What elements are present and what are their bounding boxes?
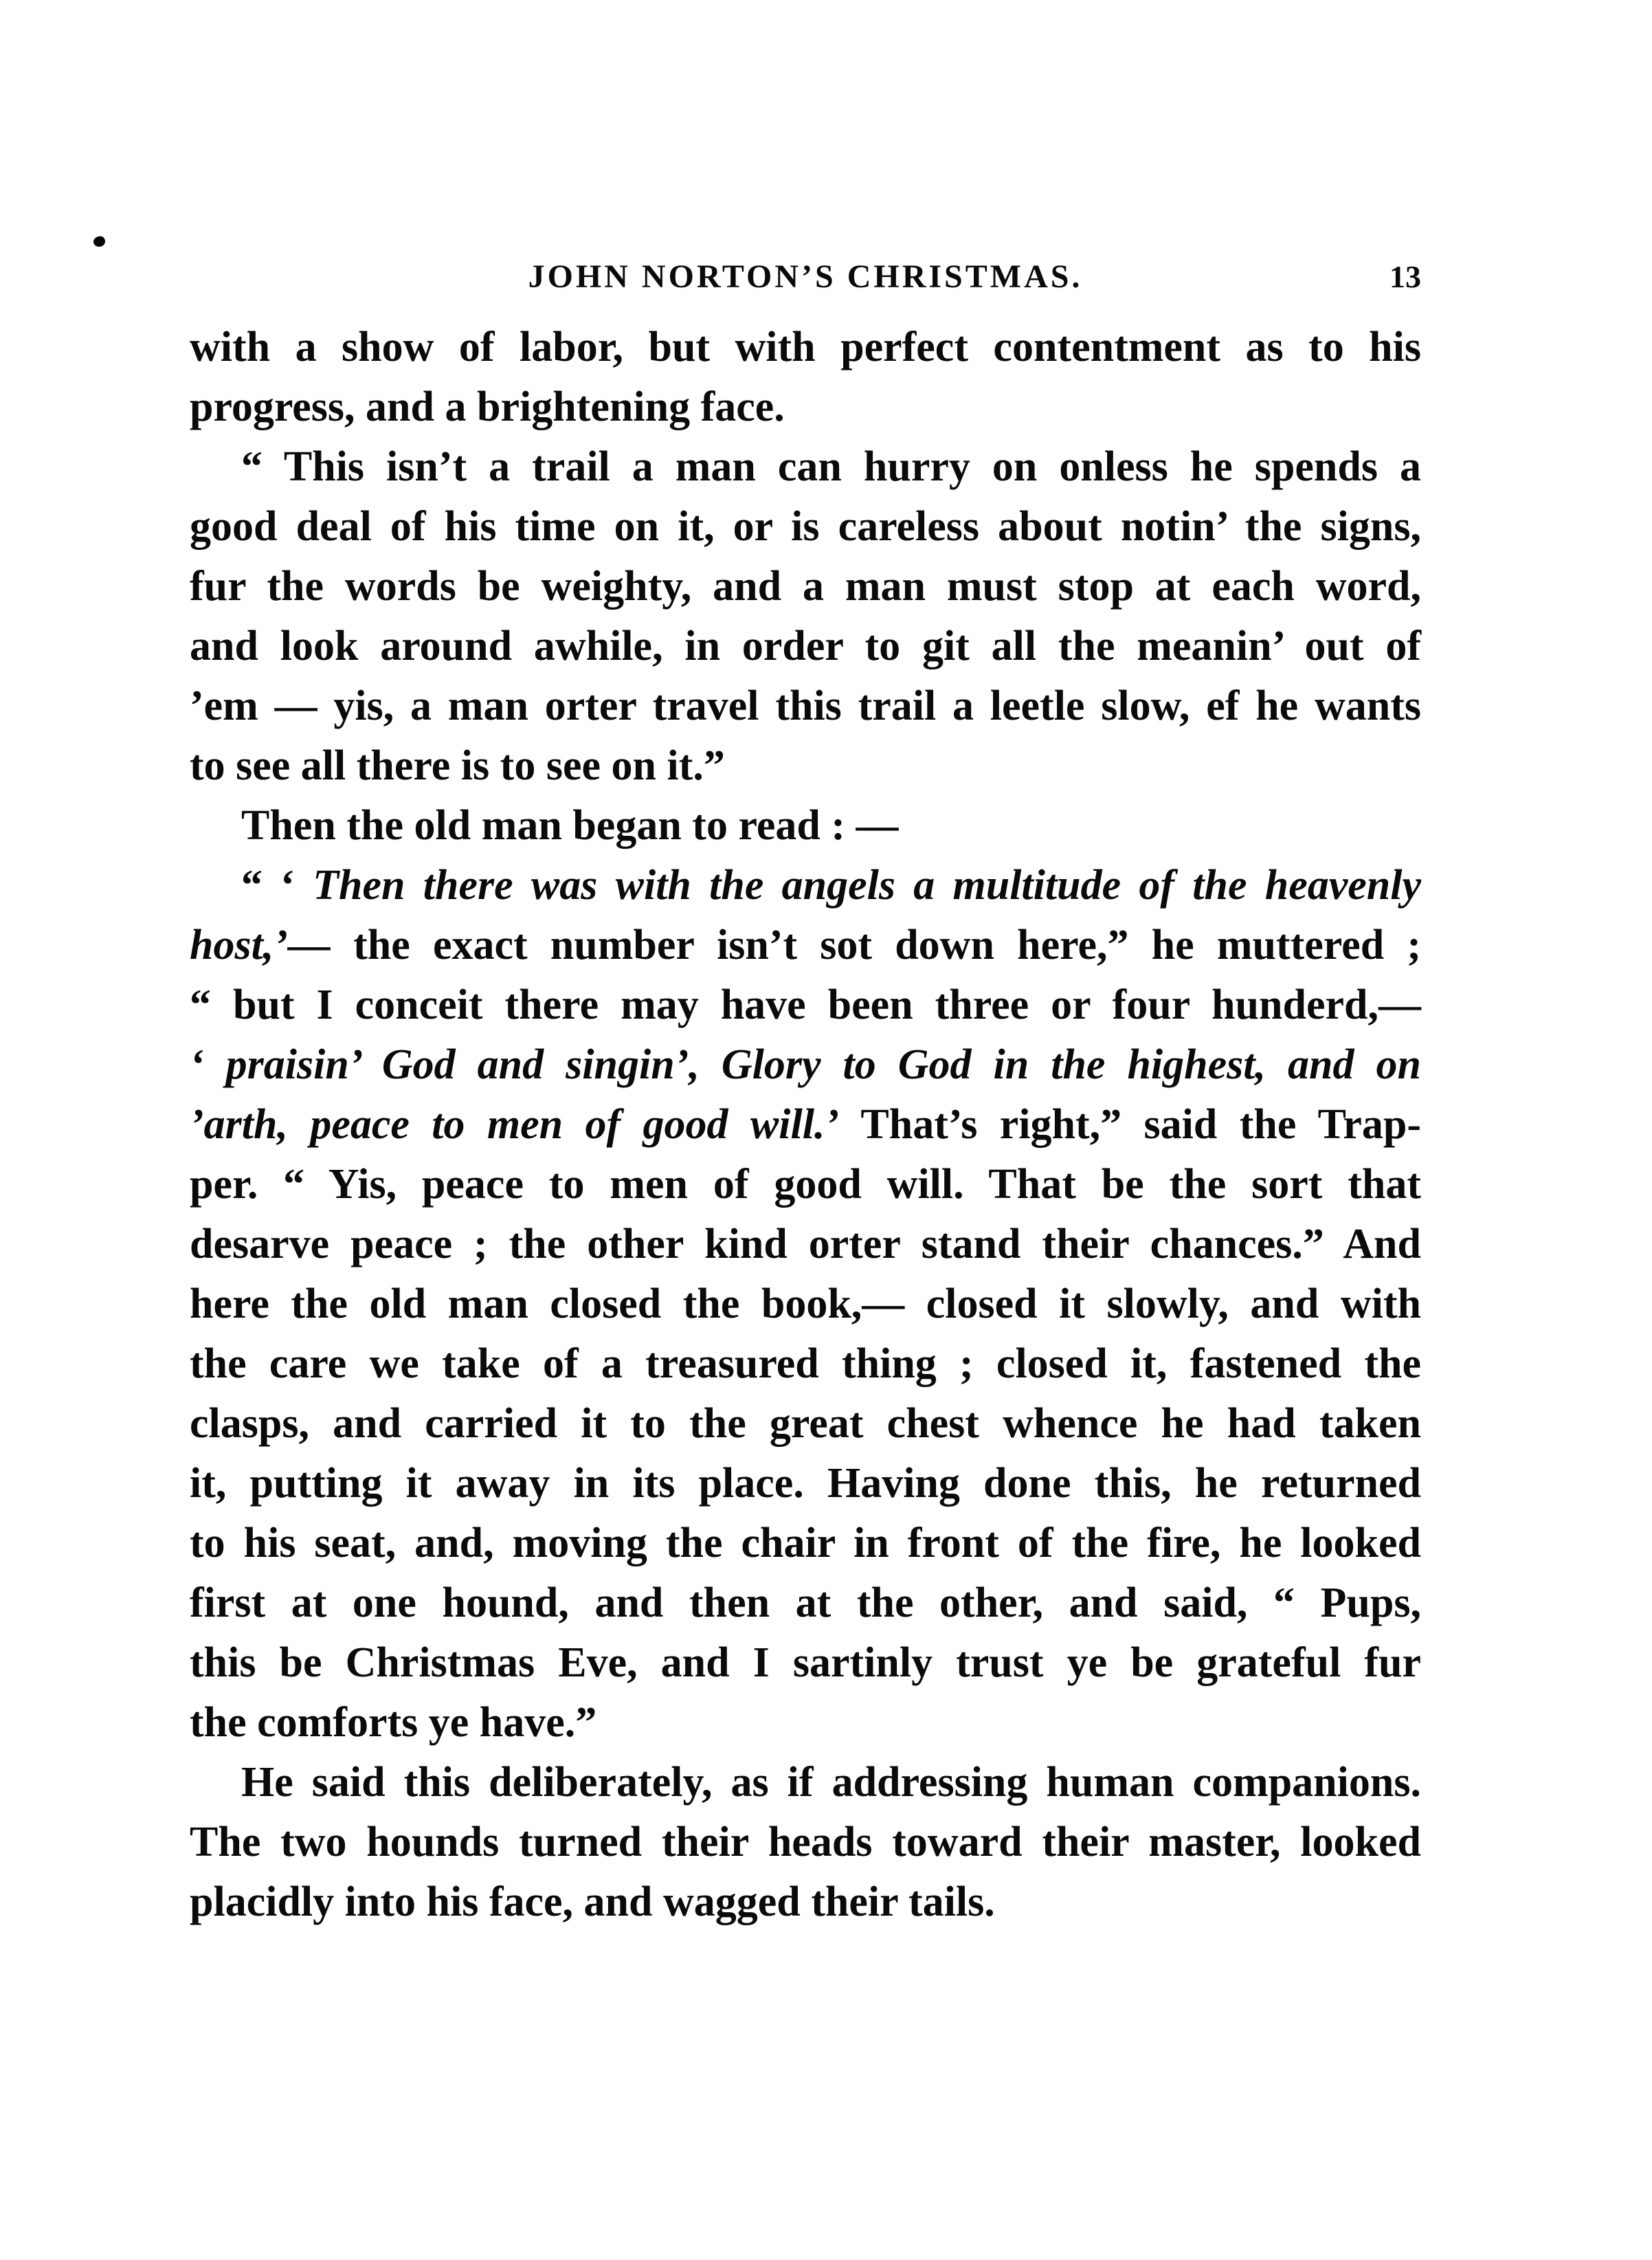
text-line <box>190 1693 1421 1753</box>
text-line <box>190 1753 1421 1813</box>
page-header <box>190 253 1421 301</box>
text-segment: “ ‘ <box>241 862 313 909</box>
page-body <box>190 318 1421 1932</box>
text-segment: “ This isn’t a trail a man can hurry on onless he spends a <box>241 443 1421 490</box>
text-line <box>190 318 1421 377</box>
text-line <box>190 617 1421 676</box>
text-line <box>190 437 1421 497</box>
text-line <box>190 497 1421 557</box>
text-line <box>190 1215 1421 1274</box>
text-line <box>190 796 1421 856</box>
text-line <box>190 1035 1421 1095</box>
text-segment: the exact number isn’t sot down here,” he muttered ; <box>330 922 1421 968</box>
text-segment: clasps, and carried it to the great chest whence he had taken <box>190 1400 1421 1447</box>
text-line <box>190 1155 1421 1215</box>
text-segment: placidly into his face, and wagged their tails. <box>190 1879 995 1925</box>
page-number: 13 <box>1389 259 1421 294</box>
ink-spot <box>92 235 107 249</box>
text-line <box>190 1813 1421 1872</box>
text-segment: He said this deliberately, as if addressing human companions. <box>241 1759 1421 1806</box>
text-line <box>190 557 1421 617</box>
text-line <box>190 1454 1421 1514</box>
text-line <box>190 856 1421 916</box>
italic-text-segment: ’arth, peace to men of good will.’ <box>190 1101 840 1148</box>
text-line <box>190 1573 1421 1633</box>
text-segment: and look around awhile, in order to git all the meanin’ out of <box>190 623 1421 669</box>
text-segment: good deal of his time on it, or is careless about notin’ the signs, <box>190 503 1421 550</box>
text-segment: with a show of labor, but with perfect contentment as to his <box>190 324 1421 370</box>
text-line <box>190 1274 1421 1334</box>
text-segment: the comforts ye have.” <box>190 1699 597 1746</box>
text-segment: That’s right,” said the Trap- <box>839 1101 1422 1148</box>
text-segment: to his seat, and, moving the chair in front of the fire, he looked <box>190 1520 1421 1566</box>
text-segment: Then the old man began to read : — <box>241 802 899 849</box>
text-segment: desarve peace ; the other kind orter stand their chances.” And <box>190 1221 1421 1267</box>
running-title: JOHN NORTON’S CHRISTMAS. <box>528 258 1083 295</box>
text-line <box>190 1334 1421 1394</box>
text-segment: per. “ Yis, peace to men of good will. That be the sort that <box>190 1161 1421 1208</box>
text-line <box>190 975 1421 1035</box>
text-segment: this be Christmas Eve, and I sartinly trust ye be grateful fur <box>190 1639 1421 1686</box>
text-line <box>190 1872 1421 1932</box>
text-line <box>190 1514 1421 1573</box>
text-line <box>190 916 1421 975</box>
text-segment: The two hounds turned their heads toward their master, looked <box>190 1819 1421 1865</box>
text-segment: the care we take of a treasured thing ; closed it, fastened the <box>190 1340 1421 1387</box>
text-line <box>190 736 1421 796</box>
italic-text-segment: host,’— <box>190 922 331 968</box>
italic-text-segment: Then there was with the angels a multitude of the heavenly <box>313 862 1421 909</box>
text-line <box>190 1633 1421 1693</box>
text-line <box>190 1394 1421 1454</box>
text-segment: progress, and a brightening face. <box>190 384 785 430</box>
text-segment: it, putting it away in its place. Having done this, he returned <box>190 1460 1421 1507</box>
italic-text-segment: ‘ praisin’ God and singin’, Glory to God in the highest, and on <box>190 1041 1421 1088</box>
text-segment: “ but I conceit there may have been three or four hunderd,— <box>190 982 1421 1028</box>
text-segment: here the old man closed the book,— closed it slowly, and with <box>190 1281 1421 1327</box>
text-line <box>190 1095 1421 1155</box>
text-segment: ’em — yis, a man orter travel this trail a leetle slow, ef he wants <box>190 683 1421 729</box>
text-line <box>190 676 1421 736</box>
text-segment: fur the words be weighty, and a man must stop at each word, <box>190 563 1421 610</box>
text-segment: to see all there is to see on it.” <box>190 742 725 789</box>
text-segment: first at one hound, and then at the other, and said, “ Pups, <box>190 1580 1421 1626</box>
text-line <box>190 377 1421 437</box>
